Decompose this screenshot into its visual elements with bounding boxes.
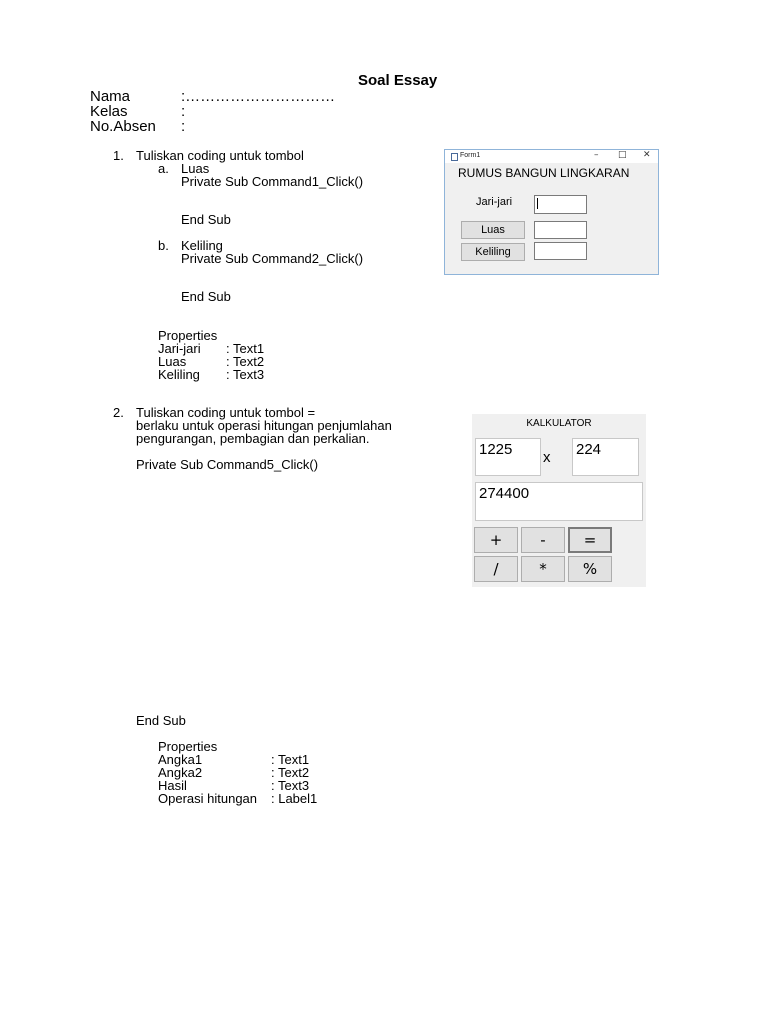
q2-properties-title: Properties <box>158 739 218 754</box>
q2-line3: pengurangan, pembagian dan perkalian. <box>136 431 370 446</box>
q1-properties-title: Properties <box>158 328 218 343</box>
q1-a-label: Luas <box>181 161 210 176</box>
q1-number: 1. <box>113 148 124 163</box>
q1-prop-value: : Text3 <box>226 367 265 382</box>
angka2-input[interactable]: 224 <box>572 438 639 476</box>
add-button[interactable]: + <box>474 527 518 553</box>
kalkulator-title: KALKULATOR <box>526 418 592 429</box>
q1-b-end: End Sub <box>181 289 231 304</box>
form1-window <box>444 149 659 275</box>
field-value-kelas: : <box>181 103 186 120</box>
minimize-icon[interactable]: – <box>594 150 599 160</box>
q1-b-letter: b. <box>158 238 169 253</box>
form1-window-title: Form1 <box>460 152 481 159</box>
label-jari-jari: Jari-jari <box>476 196 513 208</box>
luas-button[interactable]: Luas <box>461 221 525 239</box>
modulo-button[interactable]: % <box>568 556 612 582</box>
q1-b-code: Private Sub Command2_Click() <box>181 251 364 266</box>
operator-label: x <box>543 449 551 466</box>
q2-line1: Tuliskan coding untuk tombol = <box>136 405 316 420</box>
q2-number: 2. <box>113 405 124 420</box>
text-caret <box>537 198 538 209</box>
q2-prop-value: : Text3 <box>271 778 310 793</box>
q2-end: End Sub <box>136 713 186 728</box>
field-label-noabsen: No.Absen <box>90 118 156 135</box>
multiply-button[interactable]: * <box>521 556 565 582</box>
text3-keliling[interactable] <box>534 242 587 260</box>
q1-prop-name: Luas <box>158 354 187 369</box>
q1-text: Tuliskan coding untuk tombol <box>136 148 304 163</box>
text1-jari-jari[interactable] <box>534 195 587 214</box>
form1-heading: RUMUS BANGUN LINGKARAN <box>458 166 630 180</box>
subtract-button[interactable]: - <box>521 527 565 553</box>
q1-a-end: End Sub <box>181 212 231 227</box>
text2-luas[interactable] <box>534 221 587 239</box>
angka1-input[interactable]: 1225 <box>475 438 541 476</box>
q2-prop-value: : Label1 <box>271 791 318 806</box>
keliling-button[interactable]: Keliling <box>461 243 525 261</box>
q1-prop-value: : Text1 <box>226 341 265 356</box>
q2-code: Private Sub Command5_Click() <box>136 457 319 472</box>
maximize-icon[interactable]: □ <box>618 150 627 160</box>
field-value-nama: :………………………… <box>181 88 336 105</box>
q2-prop-name: Hasil <box>158 778 187 793</box>
q1-a-code: Private Sub Command1_Click() <box>181 174 364 189</box>
field-label-kelas: Kelas <box>90 103 128 120</box>
q2-prop-name: Operasi hitungan <box>158 791 258 806</box>
q2-line2: berlaku untuk operasi hitungan penjumlahan <box>136 418 392 433</box>
hasil-output[interactable]: 274400 <box>475 482 643 521</box>
field-label-nama: Nama <box>90 88 131 105</box>
close-icon[interactable]: ✕ <box>643 150 651 160</box>
q1-prop-name: Jari-jari <box>158 341 201 356</box>
q1-b-label: Keliling <box>181 238 223 253</box>
divide-button[interactable]: / <box>474 556 518 582</box>
kalkulator-window <box>472 414 646 587</box>
q1-prop-name: Keliling <box>158 367 200 382</box>
q1-prop-value: : Text2 <box>226 354 265 369</box>
q2-prop-name: Angka1 <box>158 752 203 767</box>
q2-prop-value: : Text1 <box>271 752 310 767</box>
equals-button[interactable]: = <box>568 527 612 553</box>
q1-a-letter: a. <box>158 161 169 176</box>
q2-prop-value: : Text2 <box>271 765 310 780</box>
q2-prop-name: Angka2 <box>158 765 203 780</box>
app-icon <box>451 153 458 161</box>
form1-titlebar <box>445 150 658 163</box>
document-title: Soal Essay <box>358 72 438 89</box>
field-value-noabsen: : <box>181 118 186 135</box>
